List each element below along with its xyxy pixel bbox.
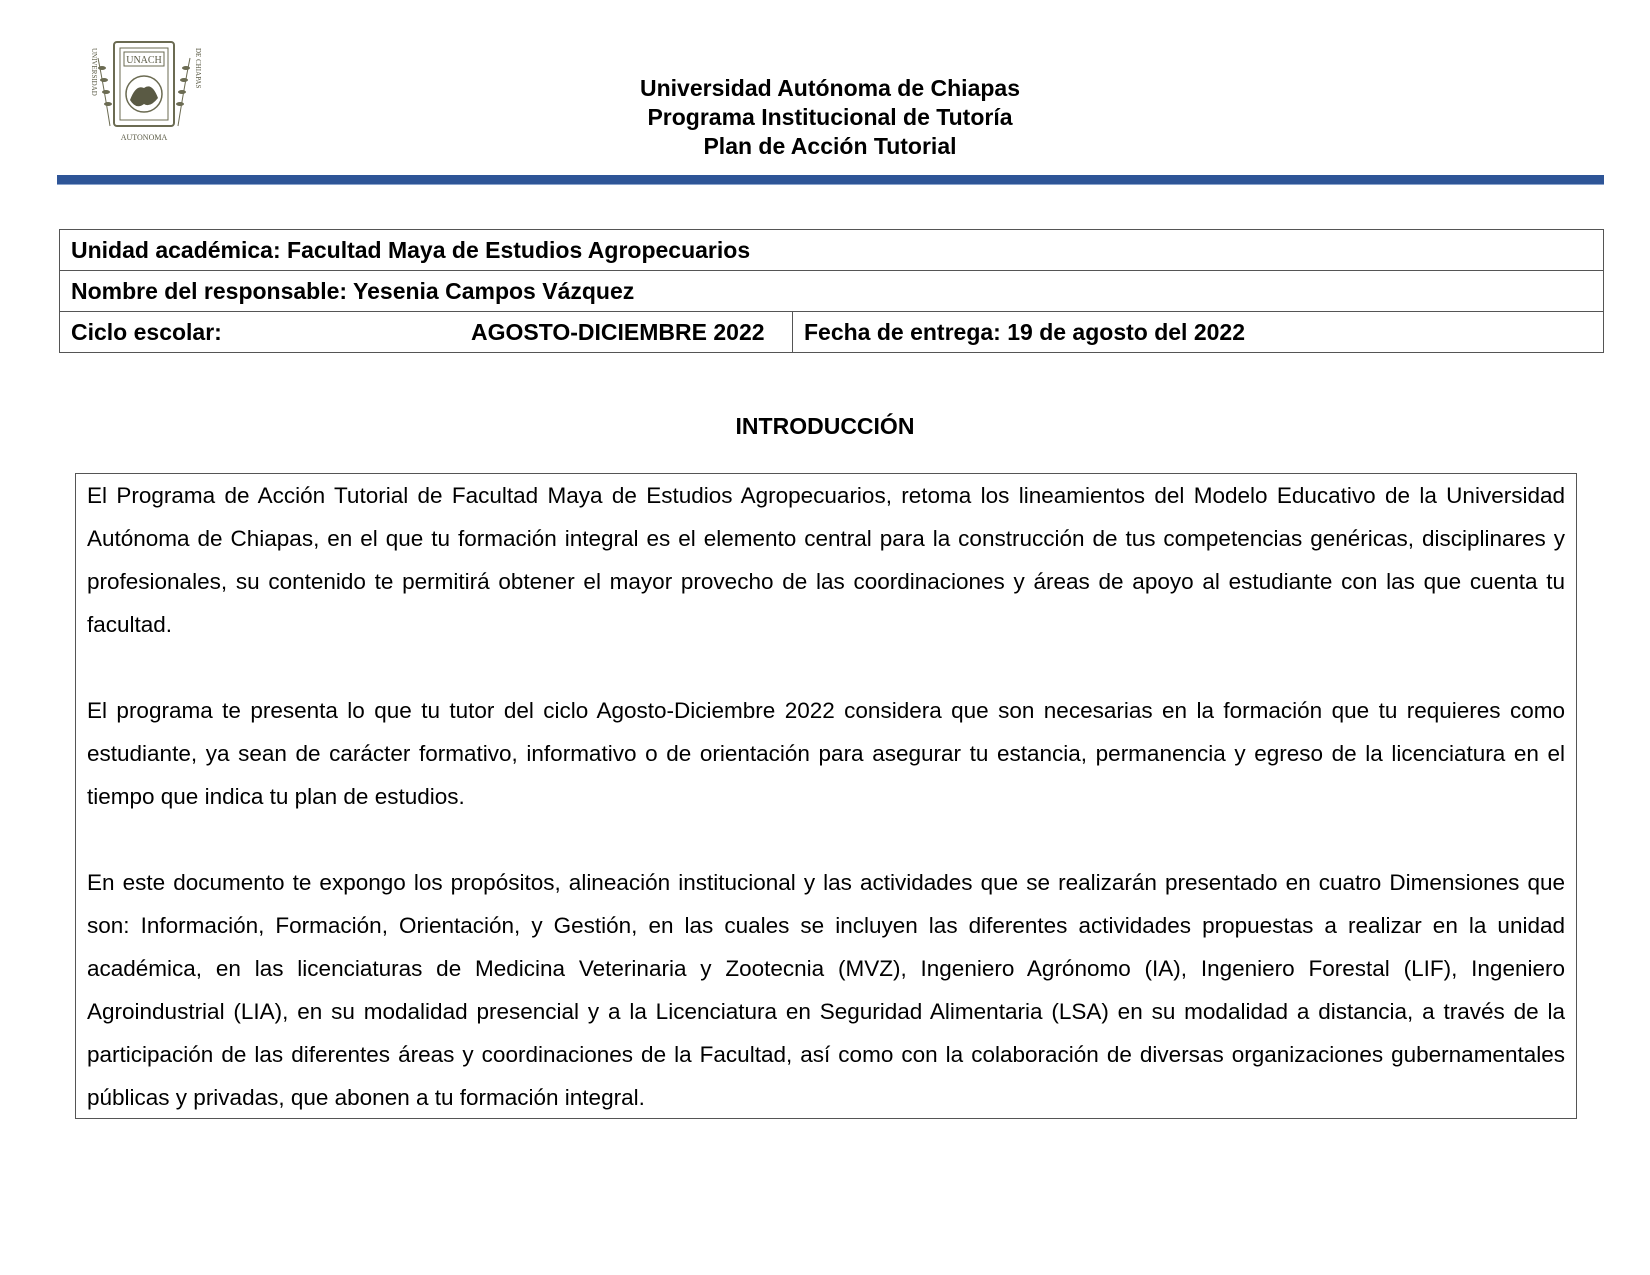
info-table [59,229,1604,353]
section-title: INTRODUCCIÓN [735,413,915,439]
unidad-academica: Unidad académica: Facultad Maya de Estudios Agropecuarios [60,230,1604,271]
info-row-unidad [60,230,1604,271]
svg-text:UNACH: UNACH [126,55,162,66]
document-header [430,74,1230,161]
ciclo-label: Ciclo escolar: [71,318,222,345]
nombre-responsable: Nombre del responsable: Yesenia Campos Vázquez [60,271,1604,312]
svg-text:UNIVERSIDAD: UNIVERSIDAD [90,48,98,96]
introduccion-box [75,473,1577,1119]
university-name: Universidad Autónoma de Chiapas [640,75,1020,101]
plan-name: Plan de Acción Tutorial [703,133,957,159]
svg-text:DE CHIAPAS: DE CHIAPAS [194,48,202,89]
svg-text:AUTONOMA: AUTONOMA [120,133,168,142]
intro-paragraph: El programa te presenta lo que tu tutor del ciclo Agosto-Diciembre 2022 considera que son necesarias en la formación que tu requieres como estudiante, ya sean de carácter formativo, informativo o de orientación para asegurar tu estancia, permanencia y egreso de la licenciatura en el tiempo que indica tu plan de estudios. [87,698,1565,809]
program-name: Programa Institucional de Tutoría [647,104,1013,130]
info-row-ciclo [60,312,1604,353]
header-divider [57,175,1604,184]
ciclo-value: AGOSTO-DICIEMBRE 2022 [471,318,765,345]
fecha-entrega: Fecha de entrega: 19 de agosto del 2022 [793,312,1604,353]
intro-paragraph: El Programa de Acción Tutorial de Facultad Maya de Estudios Agropecuarios, retoma los lineamientos del Modelo Educativo de la Universidad Autónoma de Chiapas, en el que tu formación integral es el elemento central para la construcción de tus competencias genéricas, disciplinares y profesionales, su contenido te permitirá obtener el mayor provecho de las coordinaciones y áreas de apoyo al estudiante con las que cuenta tu facultad. [87,483,1565,637]
info-row-responsable [60,271,1604,312]
header-divider-shadow [57,184,1604,185]
intro-paragraph: En este documento te expongo los propósitos, alineación institucional y las actividades que se realizarán presentado en cuatro Dimensiones que son: Información, Formación, Orientación, y Gestión, en las cuales se incluyen las diferentes actividades propuestas a realizar en la unidad académica, en las licenciaturas de Medicina Veterinaria y Zootecnia (MVZ), Ingeniero Agrónomo (IA), Ingeniero Forestal (LIF), Ingeniero Agroindustrial (LIA), en su modalidad presencial y a la Licenciatura en Seguridad Alimentaria (LSA) en su modalidad a distancia, a través de la participación de las diferentes áreas y coordinaciones de la Facultad, así como con la colaboración de diversas organizaciones gubernamentales públicas y privadas, que abonen a tu formación integral. [87,870,1565,1110]
unach-logo [84,38,204,146]
ciclo-cell [60,312,793,353]
